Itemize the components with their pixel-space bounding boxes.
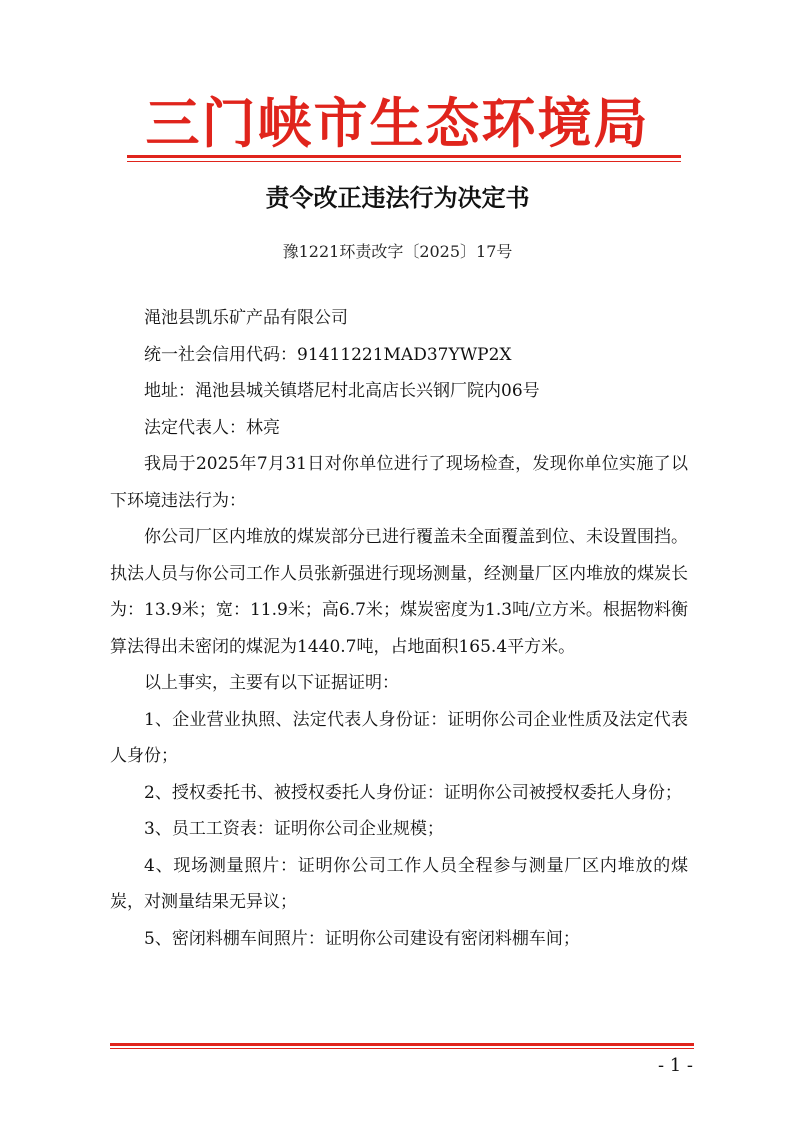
recipient-legal-rep: 法定代表人：林亮 xyxy=(144,417,280,438)
recipient-credit-code: 统一社会信用代码：91411221MAD37YWP2X xyxy=(144,344,512,365)
paragraph-inspection: 我局于2025年7月31日对你单位进行了现场检查，发现你单位实施了以下环境违法行为： xyxy=(110,454,688,511)
document-title: 责令改正违法行为决定书 xyxy=(265,183,530,212)
paragraph-evidence-intro: 以上事实，主要有以下证据证明： xyxy=(144,673,399,693)
evidence-item-1: 1、企业营业执照、法定代表人身份证：证明你公司企业性质及法定代表人身份； xyxy=(110,709,688,766)
evidence-item-2: 2、授权委托书、被授权委托人身份证：证明你公司被授权委托人身份； xyxy=(144,782,682,803)
evidence-item-3: 3、员工工资表：证明你公司企业规模； xyxy=(144,819,444,839)
agency-header: 三门峡市生态环境局 xyxy=(145,91,650,155)
footer-divider-thin xyxy=(110,1048,694,1049)
evidence-item-5: 5、密闭料棚车间照片：证明你公司建设有密闭料棚车间； xyxy=(144,928,580,949)
document-body xyxy=(110,300,688,957)
paragraph-violation: 你公司厂区内堆放的煤炭部分已进行覆盖未全面覆盖到位、未设置围挡。执法人员与你公司工作人员张新强进行现场测量，经测量厂区内堆放的煤炭长为：13.9米；宽：11.9米；高6.7米；煤炭密度为1.3吨/立方米。根据物料衡算法得出未密闭的煤泥为1440.7吨，占地面积165.4平方米。 xyxy=(110,527,688,657)
header-divider-thin xyxy=(127,161,681,162)
recipient-address: 地址：渑池县城关镇塔尼村北高店长兴钢厂院内06号 xyxy=(144,381,540,401)
evidence-item-4: 4、现场测量照片：证明你公司工作人员全程参与测量厂区内堆放的煤炭，对测量结果无异议； xyxy=(110,855,688,912)
header-divider-thick xyxy=(127,155,681,158)
recipient-company: 渑池县凯乐矿产品有限公司 xyxy=(144,308,348,328)
footer-divider-thick xyxy=(110,1043,694,1046)
page-number: - 1 - xyxy=(657,1055,693,1076)
document-number: 豫1221环责改字〔2025〕17号 xyxy=(282,242,513,261)
